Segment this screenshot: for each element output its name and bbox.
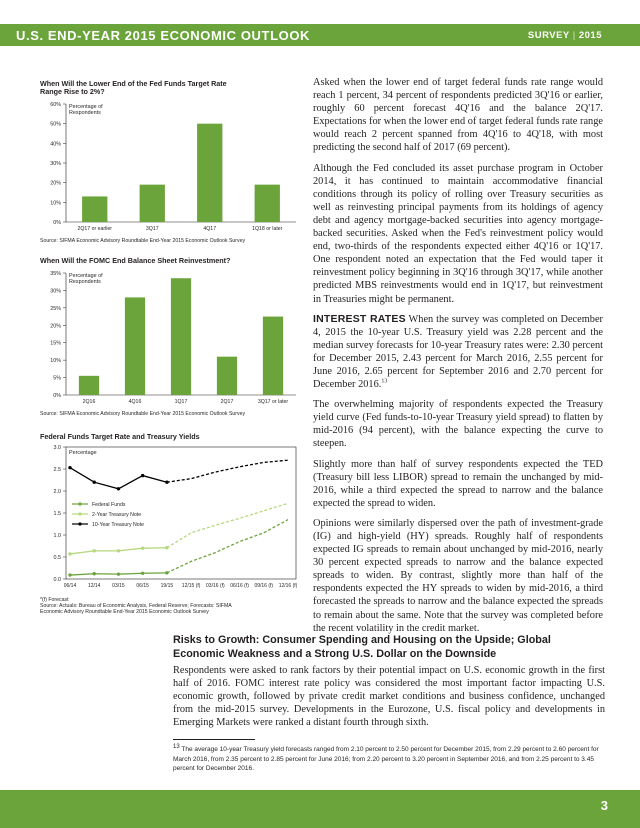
y-tick-label: 50% bbox=[50, 121, 61, 128]
y-tick-label: 5% bbox=[53, 375, 61, 382]
x-tick-label: 19/15 bbox=[160, 583, 174, 589]
x-tick-label: 09/16 (f) bbox=[254, 583, 274, 589]
survey-separator: | bbox=[572, 30, 576, 41]
series-point bbox=[93, 572, 96, 575]
chart-source: Source: Actuals: Bureau of Economic Analysis, Federal Reserve; Forecasts: SIFMA bbox=[40, 603, 232, 610]
survey-word: SURVEY bbox=[527, 30, 570, 41]
series-point bbox=[68, 466, 71, 469]
legend-marker bbox=[78, 522, 81, 525]
series-point bbox=[93, 481, 96, 484]
chart-source: Source: SIFMA Economic Advisory Roundtable End-Year 2015 Economic Outlook Survey bbox=[40, 238, 246, 244]
series-line-forecast bbox=[167, 460, 288, 482]
x-tick-label: 1Q18 or later bbox=[252, 226, 283, 232]
bar bbox=[125, 297, 145, 395]
legend-marker bbox=[78, 502, 81, 505]
legend-label: 10-Year Treasury Note bbox=[92, 522, 144, 528]
series-line-forecast bbox=[167, 503, 288, 547]
series-line-forecast bbox=[167, 520, 288, 573]
bar-chart bbox=[40, 96, 300, 238]
chart-rate-rise bbox=[40, 80, 300, 244]
page-number: 3 bbox=[600, 798, 608, 813]
y-tick-label: 20% bbox=[50, 323, 61, 330]
right-column bbox=[313, 76, 603, 642]
y-tick-label: 10% bbox=[50, 200, 61, 207]
legend-label: Federal Funds bbox=[92, 502, 126, 508]
bar bbox=[197, 124, 222, 222]
bar bbox=[263, 317, 283, 395]
y-tick-label: 20% bbox=[50, 180, 61, 187]
y-tick-label: 30% bbox=[50, 288, 61, 295]
x-tick-label: 3Q17 or later bbox=[257, 399, 289, 405]
legend-marker bbox=[78, 512, 81, 515]
y-tick-label: 2.5 bbox=[53, 467, 61, 473]
x-tick-label: 06/14 bbox=[63, 583, 77, 589]
footnote-text: The average 10-year Treasury yield forecasts ranged from 2.10 percent to 2.50 percent for December 2015, from 2.29 percent to 2.60 percent for March 2016, from 2.35 percent to 2.85 percent for June 2016; from 2.20 percent to 3.20 percent in September 2016, and from 2.25 percent to 3.45 percent for December 2016. bbox=[173, 746, 599, 772]
y-tick-label: 2.0 bbox=[53, 489, 61, 495]
bar bbox=[171, 278, 191, 395]
paragraph-credit-spreads: Opinions were similarly dispersed over the path of investment-grade (IG) and high-yield (HY) spreads. Roughly half of respondents expected IG spreads to remain about unchanged by mid-2016, nearly 30 percent expected spreads to narrow and the balance expected spreads to widen. By contrast, slightly more than half of the respondents expected the HY spreads to widen by mid-2016, a third forecasted the spreads to narrow and the balance expected the spreads to remain about the same. Note that the survey was completed before the recent volatility in the credit market. bbox=[313, 517, 603, 634]
chart-title: Federal Funds Target Rate and Treasury Yields bbox=[40, 432, 200, 441]
x-tick-label: 2Q16 bbox=[82, 399, 96, 405]
paragraph-rate-range: Asked when the lower end of target federal funds rate range would reach 1 percent, 34 percent of respondents predicted 3Q'16 or earlier, roughly 60 percent forecast 4Q'16 and the balance 2Q'17. Expectations for when the lower end of target federal funds rate range would reach 2 percent spanned from 4Q'16 to 4Q'18, with most predicting the second half of 2017 (69 percent). bbox=[313, 77, 603, 154]
line-chart bbox=[40, 441, 300, 597]
footnote-rule bbox=[173, 739, 255, 740]
series-point bbox=[141, 547, 144, 550]
paragraph-ted-spread: Slightly more than half of survey respondents expected the TED (Treasury bill less LIBOR) spread to remain the unchanged by mid-2016, while a third expected the spread to narrow and the balance expected the spread to widen. bbox=[313, 458, 603, 509]
x-tick-label: 03/15 bbox=[112, 583, 125, 589]
y-tick-label: 1.5 bbox=[53, 511, 61, 517]
series-point bbox=[165, 546, 168, 549]
chart-title: When Will the FOMC End Balance Sheet Reinvestment? bbox=[40, 256, 231, 265]
paragraph-yield-curve: The overwhelming majority of respondents expected the Treasury yield curve (Fed funds-to-10-year Treasury yield spread) to flatten by mid-2016 (94 percent), with the balance expecting the curve to steepen. bbox=[313, 399, 603, 450]
chart-reinvestment bbox=[40, 257, 300, 417]
unit-label-cont: Respondents bbox=[69, 110, 101, 116]
y-tick-label: 60% bbox=[50, 102, 61, 108]
y-tick-label: 30% bbox=[50, 161, 61, 167]
chart-source: Source: SIFMA Economic Advisory Roundtable End-Year 2015 Economic Outlook Survey bbox=[40, 411, 246, 417]
x-tick-label: 12/15 (f) bbox=[181, 583, 201, 589]
bar bbox=[217, 357, 237, 395]
series-point bbox=[117, 549, 120, 552]
series-point bbox=[165, 481, 168, 484]
unit-label: Percentage of bbox=[69, 273, 103, 279]
paragraph-reinvestment: Although the Fed concluded its asset purchase program in October 2014, it has continued to maintain accommodative financial conditions through its policy of rolling over Treasury securities as well as reinvesting principal payments from its holdings of agency debt and agency mortgage-backed securities into agency mortgage-backed securities. Asked when the Fed's reinvestment policy would end, two-thirds of the respondents expected either 4Q'16 or 1Q'17. One respondent noted an expectation that the Fed would taper it reinvestment policy beginning in 3Q'16 through 3Q'17, while another predicted MBS reinvestments would end in 1Q'17, but reinvestment in Treasuries might be permanent. bbox=[313, 162, 603, 305]
legend-label: 2-Year Treasury Note bbox=[92, 512, 142, 518]
chart-rates-yields bbox=[40, 433, 300, 616]
section-heading-risks: Risks to Growth: Consumer Spending and Housing on the Upside; Global Economic Weakness and a Strong U.S. Dollar on the Downside bbox=[173, 634, 551, 660]
x-tick-label: 06/15 bbox=[136, 583, 149, 589]
x-tick-label: 03/16 (f) bbox=[206, 583, 225, 589]
unit-label-cont: Respondents bbox=[69, 279, 101, 285]
x-tick-label: 3Q17 bbox=[145, 226, 159, 232]
y-tick-label: 0% bbox=[53, 220, 61, 226]
paragraph-text: When the survey was completed on December 4, 2015 the 10-year U.S. Treasury yield was 2.28 percent and the median survey forecasts for 10-year Treasury rates were: 2.30 percent for December 2015, 2.43 percent for March 2016, 2.55 percent for June 2016, 2.65 percent for September 2016 and 2.70 percent for December 2016. bbox=[313, 313, 603, 391]
y-tick-label: 0.0 bbox=[53, 577, 61, 583]
x-tick-label: 4Q17 bbox=[203, 226, 217, 232]
y-tick-label: 15% bbox=[50, 340, 61, 347]
bar bbox=[255, 185, 280, 222]
series-point bbox=[93, 549, 96, 552]
y-tick-label: 25% bbox=[50, 305, 61, 312]
y-tick-label: 35% bbox=[50, 271, 61, 277]
chart-title: When Will the Lower End of the Fed Funds Target Rate Range Rise to 2%? bbox=[40, 79, 227, 96]
x-tick-label: 12/14 bbox=[87, 583, 101, 589]
bar bbox=[79, 376, 99, 395]
chart-source-cont: Economic Advisory Roundtable End-Year 2015 Economic Outlook Survey bbox=[40, 609, 209, 616]
x-tick-label: 2Q17 or earlier bbox=[77, 226, 113, 232]
series-point bbox=[117, 572, 120, 575]
series-line-actual bbox=[70, 468, 167, 489]
series-point bbox=[141, 572, 144, 575]
y-tick-label: 0% bbox=[53, 393, 61, 399]
x-tick-label: 2Q17 bbox=[220, 399, 234, 405]
series-point bbox=[165, 571, 168, 574]
y-tick-label: 3.0 bbox=[53, 445, 61, 451]
survey-year: 2015 bbox=[578, 30, 602, 41]
report-title: U.S. END-YEAR 2015 ECONOMIC OUTLOOK bbox=[16, 28, 311, 43]
unit-label: Percentage bbox=[69, 450, 97, 456]
x-tick-label: 4Q16 bbox=[128, 399, 142, 405]
bar-chart bbox=[40, 265, 300, 411]
paragraph-risks: Respondents were asked to rank factors by their potential impact on U.S. economic growth in the first half of 2016. FOMC interest rate policy was considered the most important factor impacting U.S. economic growth, followed by private credit market conditions and business confidence, unchanged from the mid-2015 survey. Developments in the Eurozone, U.S. fiscal policy and developments in Emerging Markets were ranked a distant fourth through sixth. bbox=[173, 665, 605, 729]
bar bbox=[140, 185, 165, 222]
bar bbox=[82, 196, 107, 222]
y-tick-label: 0.5 bbox=[53, 555, 61, 561]
y-tick-label: 1.0 bbox=[53, 533, 61, 539]
x-tick-label: 06/16 (f) bbox=[230, 583, 249, 589]
y-tick-label: 10% bbox=[50, 358, 61, 365]
x-tick-label: 1Q17 bbox=[174, 399, 188, 405]
footnote bbox=[173, 745, 605, 774]
x-tick-label: 12/16 (f) bbox=[278, 583, 298, 589]
unit-label: Percentage of bbox=[69, 104, 103, 110]
survey-label bbox=[528, 30, 602, 41]
series-point bbox=[141, 474, 144, 477]
paragraph-interest-rates bbox=[313, 313, 603, 392]
page-header bbox=[0, 0, 640, 66]
footnote-ref[interactable]: 13 bbox=[381, 378, 388, 385]
section-lead-in: INTEREST RATES bbox=[313, 312, 406, 325]
series-point bbox=[117, 487, 120, 490]
series-point bbox=[68, 552, 71, 555]
footnote-number: 13 bbox=[173, 743, 180, 750]
series-point bbox=[68, 573, 71, 576]
forecast-note: *(f) Forecast bbox=[40, 597, 69, 603]
page-footer bbox=[0, 790, 640, 828]
y-tick-label: 40% bbox=[50, 141, 61, 148]
